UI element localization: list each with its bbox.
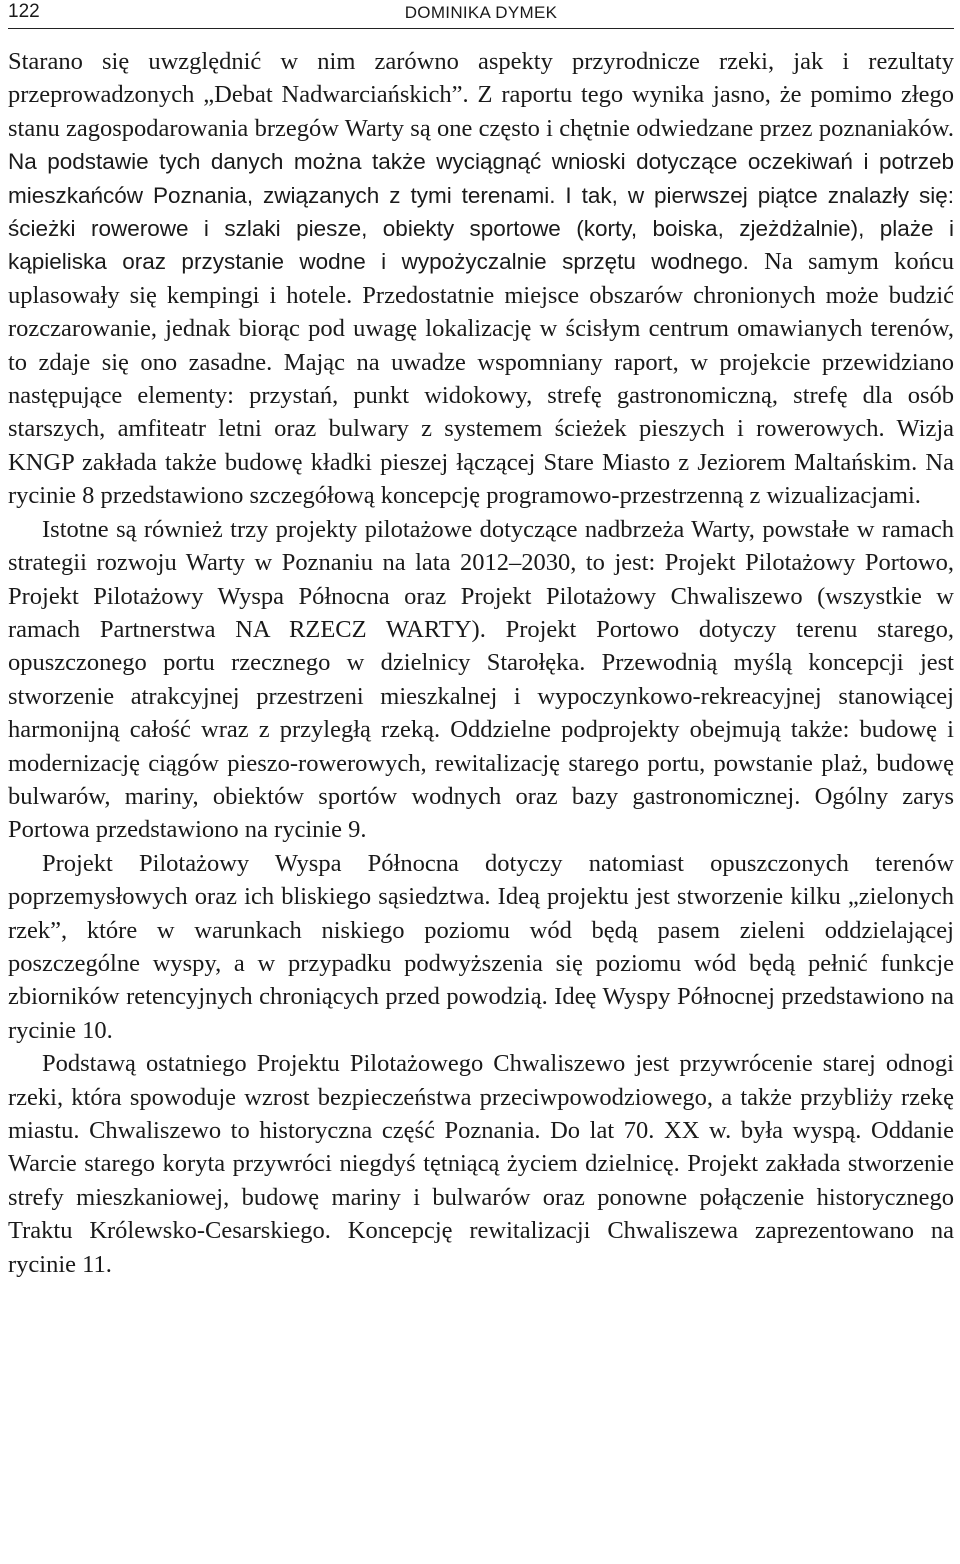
running-head: DOMINIKA DYMEK <box>404 3 558 22</box>
paragraph-4: Podstawą ostatniego Projektu Pilotażowego Chwaliszewo jest przywrócenie starej odnogi rzeki, która spowoduje wzrost bezpieczeństwa przeciwpowodziowego, a także przybliży rzekę miastu. Chwaliszewo to historyczna część Poznania. Do lat 70. XX w. była wyspą. Oddanie Warcie starego koryta przywróci niegdyś tętniącą życiem dzielnicę. Projekt zakłada stworzenie strefy mieszkaniowej, budowę mariny i bulwarów oraz ponowne połączenie historycznego Traktu Królewsko-Cesarskiego. Koncepcję rewitalizacji Chwaliszewa zaprezentowano na rycinie 11. <box>8 1050 954 1278</box>
page-number: 122 <box>8 1 40 22</box>
document-page <box>8 0 954 1281</box>
paragraph-1-sans-part: Na podstawie tych danych można także wyciągnąć wnioski dotyczące oczekiwań i potrzeb mieszkańców Poznania, związanych z tymi terenami. I tak, w pierwszej piątce znalazły się: ścieżki rowerowe i szlaki piesze, obiekty sportowe (korty, boiska, zjeżdżalnie), plaże i kąpieliska oraz przystanie wodne i wypożyczalnie sprzętu wodnego. <box>8 149 954 275</box>
body-text <box>8 45 954 1281</box>
paragraph-3: Projekt Pilotażowy Wyspa Północna dotyczy natomiast opuszczonych terenów poprzemysłowych oraz ich bliskiego sąsiedztwa. Ideą projektu jest stworzenie kilku „zielonych rzek”, które w warunkach niskiego poziomu wód będą pasem zieleni oddzielającej poszczególne wyspy, a w przypadku podwyższenia się poziomu wód będą pełnić funkcje zbiorników retencyjnych chroniących przed powodzią. Ideę Wyspy Północnej przedstawiono na rycinie 10. <box>8 849 954 1044</box>
paragraph-1 <box>8 45 954 513</box>
page-header <box>8 0 954 29</box>
paragraph-1-part-2: Na samym końcu uplasowały się kempingi i hotele. Przedostatnie miejsce obszarów chronionych może budzić rozczarowanie, jednak biorąc pod uwagę lokalizację w ścisłym centrum omawianych terenów, to zdaje się ono zasadne. Mając na uwadze wspomniany raport, w projekcie przewidziano następujące elementy: przystań, punkt widokowy, strefę gastronomiczną, strefę dla osób starszych, amfiteatr letni oraz bulwary z systemem ścieżek pieszych i rowerowych. Wizja KNGP zakłada także budowę kładki pieszej łączącej Stare Miasto z Jeziorem Maltańskim. Na rycinie 8 przedstawiono szczegółową koncepcję programowo-przestrzenną z wizualizacjami. <box>8 248 955 510</box>
paragraph-2: Istotne są również trzy projekty pilotażowe dotyczące nadbrzeża Warty, powstałe w ramach strategii rozwoju Warty w Poznaniu na lata 2012–2030, to jest: Projekt Pilotażowy Portowo, Projekt Pilotażowy Wyspa Północna oraz Projekt Pilotażowy Chwaliszewo (wszystkie w ramach Partnerstwa NA RZECZ WARTY). Projekt Portowo dotyczy terenu starego, opuszczonego portu rzecznego w dzielnicy Starołęka. Przewodnią myślą koncepcji jest stworzenie atrakcyjnej przestrzeni mieszkalnej i wypoczynkowo-rekreacyjnej stanowiącej harmonijną całość wraz z przyległą rzeką. Oddzielne podprojekty obejmują także: budowę i modernizację ciągów pieszo-rowerowych, rewitalizację starego portu, powstanie plaż, budowę bulwarów, mariny, obiektów sportów wodnych oraz bazy gastronomicznej. Ogólny zarys Portowa przedstawiono na rycinie 9. <box>8 515 954 844</box>
paragraph-1-part-1: Starano się uwzględnić w nim zarówno aspekty przyrodnicze rzeki, jak i rezultaty przeprowadzonych „Debat Nadwarciańskich”. Z raportu tego wynika jasno, że pomimo złego stanu zagospodarowania brzegów Warty są one często i chętnie odwiedzane przez poznaniaków. <box>8 48 954 142</box>
